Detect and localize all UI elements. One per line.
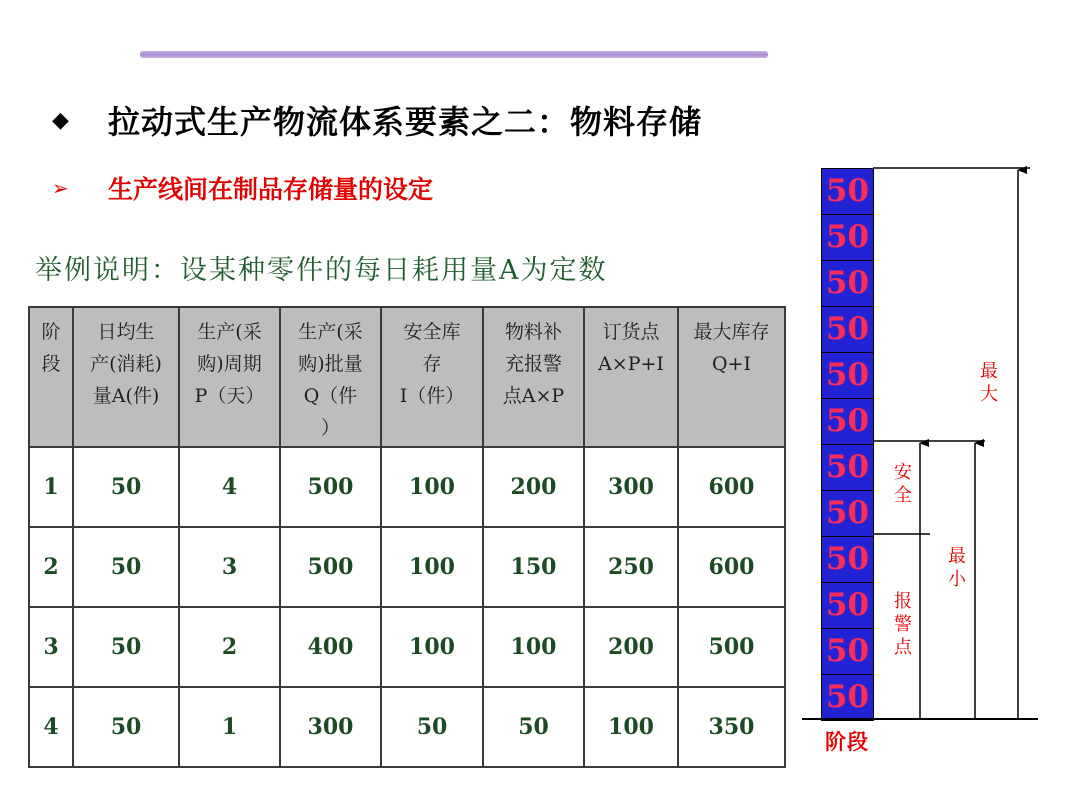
alarm-point-label: 报 警 点 bbox=[894, 591, 912, 658]
max-label: 最 大 bbox=[980, 361, 998, 405]
column-header-line: I（件） bbox=[399, 385, 465, 407]
column-header-line: 段 bbox=[41, 353, 61, 375]
stock-block: 50 bbox=[822, 399, 873, 445]
column-header-line: ） bbox=[320, 417, 340, 439]
min-label: 最 小 bbox=[948, 546, 966, 590]
column-header-line: Q+I bbox=[711, 353, 751, 375]
stock-block: 50 bbox=[822, 629, 873, 675]
table-cell: 200 bbox=[483, 447, 584, 527]
table-cell: 3 bbox=[179, 527, 280, 607]
heading-text: 拉动式生产物流体系要素之二：物料存储 bbox=[108, 103, 703, 141]
stock-block: 50 bbox=[822, 215, 873, 261]
stock-block: 50 bbox=[822, 261, 873, 307]
column-header-line: 购)周期 bbox=[197, 353, 262, 375]
table-cell: 500 bbox=[280, 447, 381, 527]
table-cell: 500 bbox=[678, 607, 785, 687]
table-cell: 100 bbox=[381, 527, 483, 607]
column-header-line: 生产(采 bbox=[197, 321, 262, 343]
table-cell: 50 bbox=[73, 607, 179, 687]
column-header-line: Q（件 bbox=[303, 385, 358, 407]
table-cell: 150 bbox=[483, 527, 584, 607]
table-cell: 50 bbox=[483, 687, 584, 767]
table-cell: 600 bbox=[678, 527, 785, 607]
table-cell: 100 bbox=[381, 447, 483, 527]
column-header-line: 阶 bbox=[41, 321, 61, 343]
stock-block: 50 bbox=[822, 445, 873, 491]
stock-block: 50 bbox=[822, 353, 873, 399]
table-cell: 50 bbox=[73, 527, 179, 607]
column-header-line: 物料补 bbox=[504, 321, 562, 343]
table-cell: 200 bbox=[584, 607, 678, 687]
table-cell: 500 bbox=[280, 527, 381, 607]
table-cell: 100 bbox=[381, 607, 483, 687]
table-cell: 50 bbox=[73, 447, 179, 527]
stock-block: 50 bbox=[822, 583, 873, 629]
column-header-line: 购)批量 bbox=[298, 353, 363, 375]
table-cell: 50 bbox=[73, 687, 179, 767]
table-cell: 300 bbox=[280, 687, 381, 767]
column-header-line: 生产(采 bbox=[298, 321, 363, 343]
table-cell: 4 bbox=[179, 447, 280, 527]
column-header-line: 安全库 bbox=[403, 321, 461, 343]
table-cell: 2 bbox=[29, 527, 73, 607]
example-description: 举例说明：设某种零件的每日耗用量A为定数 bbox=[35, 255, 608, 286]
stage-label: 阶段 bbox=[825, 729, 869, 754]
arrow-bullet-icon: ➢ bbox=[52, 176, 69, 200]
table-cell: 50 bbox=[381, 687, 483, 767]
stock-block: 50 bbox=[825, 679, 870, 715]
table-cell: 3 bbox=[29, 607, 73, 687]
column-header-line: A×P+I bbox=[598, 353, 664, 375]
diamond-bullet-icon: ◆ bbox=[52, 107, 69, 133]
table-cell: 400 bbox=[280, 607, 381, 687]
stock-block: 50 bbox=[822, 169, 873, 215]
stock-block: 50 bbox=[822, 491, 873, 537]
table-cell: 4 bbox=[29, 687, 73, 767]
column-header-line: 订货点 bbox=[602, 321, 660, 343]
column-header-line: 产(消耗) bbox=[90, 353, 162, 375]
table-cell: 1 bbox=[29, 447, 73, 527]
column-header-line: P（天） bbox=[194, 385, 265, 407]
column-header-line: 日均生 bbox=[97, 321, 155, 343]
table-cell: 2 bbox=[179, 607, 280, 687]
table-cell: 600 bbox=[678, 447, 785, 527]
column-header-line: 最大库存 bbox=[693, 321, 770, 343]
column-header-line: 点A×P bbox=[502, 385, 565, 407]
table-cell: 250 bbox=[584, 527, 678, 607]
stock-block: 50 bbox=[822, 307, 873, 353]
column-header-line: 充报警 bbox=[504, 353, 562, 375]
table-cell: 1 bbox=[179, 687, 280, 767]
stock-block: 50 bbox=[822, 537, 873, 583]
table-cell: 350 bbox=[678, 687, 785, 767]
column-header-line: 量A(件) bbox=[92, 385, 160, 407]
table-cell: 100 bbox=[483, 607, 584, 687]
table-cell: 300 bbox=[584, 447, 678, 527]
column-header-line: 存 bbox=[422, 353, 442, 375]
safety-label: 安 全 bbox=[894, 462, 912, 506]
table-cell: 100 bbox=[584, 687, 678, 767]
subheading-text: 生产线间在制品存储量的设定 bbox=[108, 175, 434, 204]
